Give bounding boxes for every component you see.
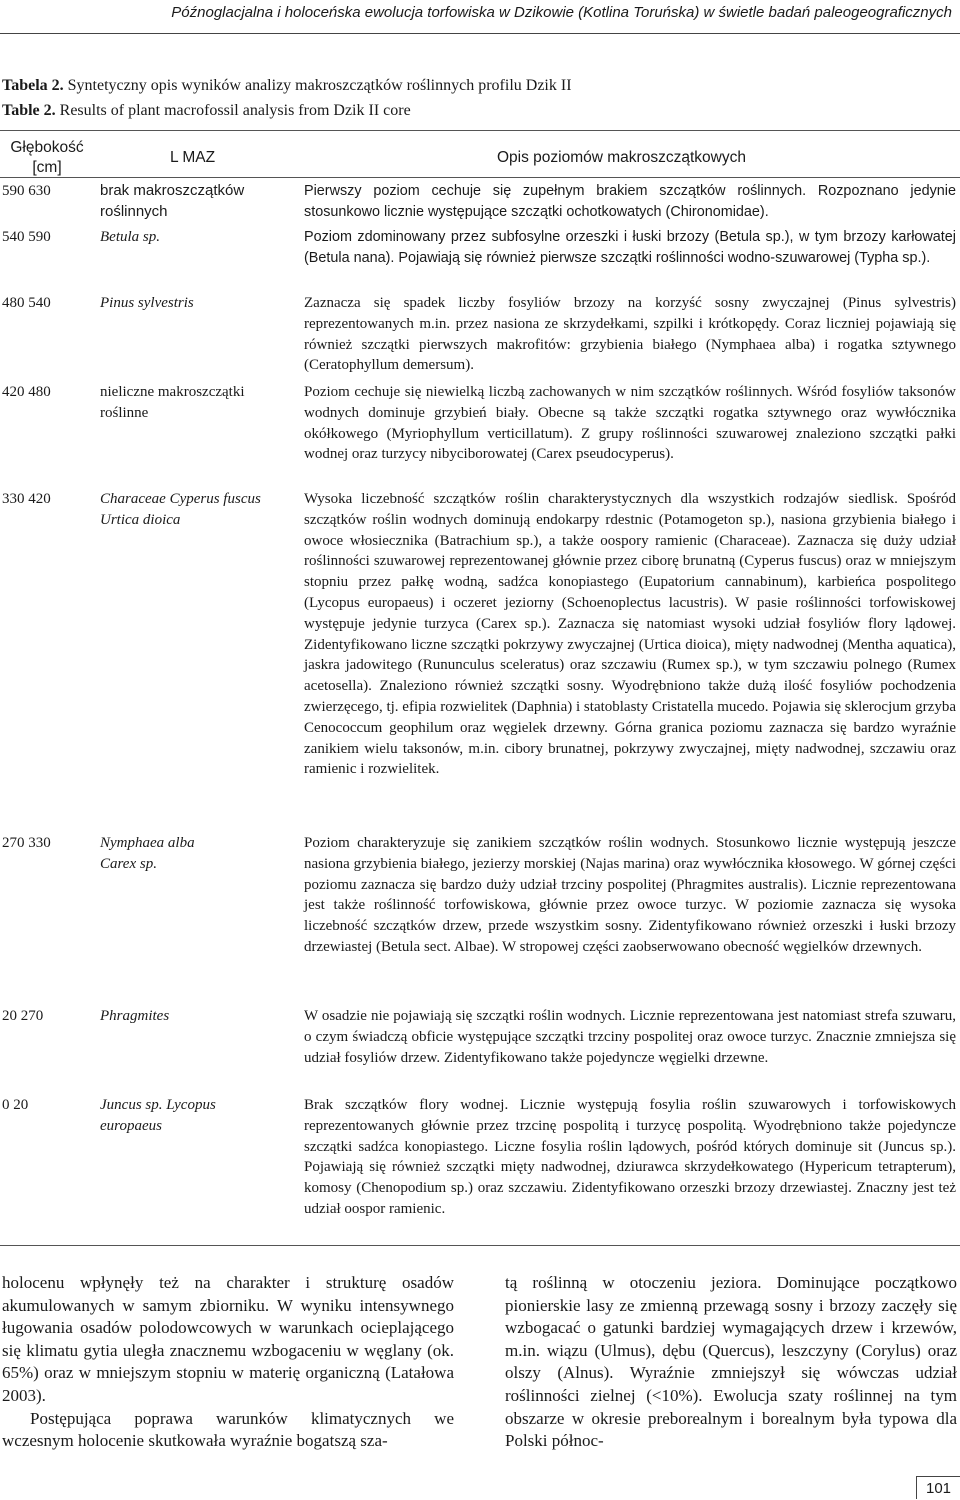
page-number: 101 xyxy=(916,1476,960,1499)
body-left-column xyxy=(2,1272,454,1453)
row-description: Wysoka liczebność szczątków roślin charakterystycznych dla wszystkich rodzajów siedlisk. Spośród szczątków roślin wodnych dominują endokarpy rdestnic (Potamogeton sp.), nasiona grzybienia białego i owoce włosiecznika (Batrachium sp.), a także oospory ramienic (Characeae). Zaznacza się duży udział roślinności szuwarowej reprezentowanej głównie przez ciborę brunatną (Cyperus fuscus) oraz w mniejszym stopniu przez pałkę wodną, sadźca konopiastego (Eupatorium cannabinum), karbieńca pospolitego (Lycopus europaeus) i oczeret jeziorny (Schoenoplectus lacustris). W pasie roślinności torfowiskowej występuje jedynie turzyca (Carex sp.). Zaznacza się natomiast wysoki udział fosyliów flory lądowej. Zidentyfikowano liczne szczątki pokrzywy zwyczajnej (Urtica dioica), mięty nadwodnej (Mentha aquatica), jaskra jadowitego (Rununculus sceleratus) oraz szczawiu (Rumex sp.), w tym szczawiu polnego (Rumex acetosella). Znaleziono również szczątki sosny. Wyodrębniono także dużą ilość fosyliów pochodzenia zwierzęcego, tj. efipia rozwielitek (Daphnia) i statoblasty Cristatella mucedo. Pojawia się sklerocjum grzyba Cenococcum geophilum oraz węgielek drzewny. Górna granica poziomu zaznacza się bardzo wyraźnie zanikiem wielu taksonów, m.in. cibory brunatnej, pokrzywy zwyczajnej, mięty nadwodnej, szczawiu oraz ramienic i rozwielitek. xyxy=(304,491,956,778)
body-right-column xyxy=(505,1272,957,1453)
row-depth: 540 590 xyxy=(2,229,51,245)
row-depth: 420 480 xyxy=(2,384,51,400)
header-depth xyxy=(2,138,92,178)
row-description: Poziom charakteryzuje się zanikiem szczątków roślin wodnych. Stosunkowo licznie występują jeszcze nasiona grzybienia białego, jezierzy morskiej (Najas marina) oraz wywłócznika kłosowego. W górnej części poziomu zaznacza się bardzo duży udział trzciny pospolitej (Phragmites australis). Licznie reprezentowana jest także roślinność torfowiskowa, głównie przez owoce turzyc. W poziomie zaznacza się wysoka liczebność szczątków drzew, przede wszystkim sosny. Zidentyfikowano również orzeszki i łuski brzozy drzewiastej (Betula sect. Albae). W stropowej części zaobserwowano obecność węgielków drzewnych. xyxy=(304,835,956,955)
header-lmaz: L MAZ xyxy=(170,149,216,166)
row-lmaz: nieliczne makroszczątki roślinne xyxy=(100,384,245,421)
running-header: Późnoglacjalna i holoceńska ewolucja torfowiska w Dzikowie (Kotlina Toruńska) w świetle badań paleogeograficznych xyxy=(0,0,960,34)
row-lmaz: Characeae Cyperus fuscus Urtica dioica xyxy=(100,491,261,528)
header-description: Opis poziomów makroszczątkowych xyxy=(497,149,746,166)
row-description: Poziom cechuje się niewielką liczbą zachowanych w nim szczątków roślinnych. Wśród fosyliów taksonów wodnych dominuje grzybień biały. Obecne są także szczątki rogatka sztywnego oraz wywłócznika okółkowego (Myriophyllum verticillatum). Z grupy roślinności szuwarowej znaleziono szczątki pałki wodnej oraz turzycy nibyciborowatej (Carex pseudocyperus). xyxy=(304,384,956,463)
body-paragraph: tą roślinną w otoczeniu jeziora. Dominujące początkowo pionierskie lasy ze zmienną przewagą sosny i brzozy zaczęły się wzbogacać o gatunki bardziej wymagających drzew i krzewów, m.in. wiązu (Ulmus), dębu (Quercus), leszczyny (Corylus) oraz olszy (Alnus). Wyraźnie zmniejszył się wówczas udział roślinności zielnej (<10%). Ewolucja szaty roślinnej na tym obszarze w okresie preborealnym i borealnym była typowa dla Polski północ- xyxy=(505,1273,957,1451)
row-lmaz: Nymphaea alba Carex sp. xyxy=(100,835,195,872)
row-description: W osadzie nie pojawiają się szczątki roślin wodnych. Licznie reprezentowana jest natomiast strefa szuwaru, o czym świadczą obficie występujące szczątki trzciny pospolitej oraz owoce turzyc. Znacznie zmniejsza się udział fosyliów drzew. Zidentyfikowano także pojedyncze węgielki drzewne. xyxy=(304,1008,956,1066)
body-paragraph: holocenu wpłynęły też na charakter i strukturę osadów akumulowanych w samym zbiorniku. W wyniku intensywnego ługowania osadów polodowcowych w warunkach ocieplającego się klimatu gytia uległa znacznemu wzbogaceniu w węglany (ok. 65%) oraz w mniejszym stopniu w materię organiczną (Latałowa 2003). xyxy=(2,1273,454,1405)
header-depth-label: Głębokość xyxy=(10,139,84,156)
caption-text: Syntetyczny opis wyników analizy makroszczątków roślinnych profilu Dzik II xyxy=(63,77,572,94)
row-lmaz: Juncus sp. Lycopus europaeus xyxy=(100,1097,216,1134)
row-description: Brak szczątków flory wodnej. Licznie występują fosylia roślin szuwarowych i torfowiskowych reprezentowanych głównie przez trzcinę pospolitą i turzycę pospolitą. Wyodrębniono także pojedyncze szczątki sadźca konopiastego. Liczne fosylia roślin lądowych, pośród których dominuje sit (Juncus sp.). Pojawiają się również szczątki mięty nadwodnej, dziurawca skrzydełkowatego (Hypericum tetrapterum), komosy (Chenopodium sp.) oraz szczawiu. Zidentyfikowano orzeszki brzozy drzewiastej. Znaczny jest też udział oospor ramienic. xyxy=(304,1097,956,1217)
table-bottom-rule xyxy=(0,1245,960,1246)
table-top-rule xyxy=(0,130,960,131)
row-depth: 270 330 xyxy=(2,835,51,851)
row-depth: 590 630 xyxy=(2,183,51,199)
row-depth: 20 270 xyxy=(2,1008,44,1024)
row-lmaz: Phragmites xyxy=(100,1008,170,1024)
table-caption-en xyxy=(2,101,411,121)
caption-text: Results of plant macrofossil analysis from Dzik II core xyxy=(55,102,411,119)
caption-label: Table 2. xyxy=(2,102,56,119)
row-depth: 480 540 xyxy=(2,295,51,311)
row-depth: 330 420 xyxy=(2,491,51,507)
body-paragraph: Postępująca poprawa warunków klimatycznych we wczesnym holocenie skutkowała wyraźnie bogatszą sza- xyxy=(2,1408,454,1451)
caption-label: Tabela 2. xyxy=(2,77,64,94)
row-depth: 0 20 xyxy=(2,1097,29,1113)
header-depth-unit: [cm] xyxy=(32,159,62,176)
table-header-rule xyxy=(0,177,960,178)
row-lmaz: Betula sp. xyxy=(100,229,160,245)
row-lmaz: brak makroszczątków roślinnych xyxy=(100,182,245,220)
table-caption-pl xyxy=(2,76,572,96)
row-lmaz: Pinus sylvestris xyxy=(100,295,194,311)
row-description: Poziom zdominowany przez subfosylne orzeszki i łuski brzozy (Betula sp.), w tym brzozy karłowatej (Betula nana). Pojawiają się również pierwsze szczątki roślinności wodno-szuwarowej (Typha sp.). xyxy=(304,229,956,266)
row-description: Pierwszy poziom cechuje się zupełnym brakiem szczątków roślinnych. Rozpoznano jedynie stosunkowo licznie występujące szczątki ochotkowatych (Chironomidae). xyxy=(304,183,956,220)
row-description: Zaznacza się spadek liczby fosyliów brzozy na korzyść sosny zwyczajnej (Pinus sylvestris) reprezentowanych m.in. przez nasiona ze skrzydełkami, szpilki i krótkopędy. Coraz liczniej pojawiają się również szczątki pierwszych makrofitów: grzybienia białego (Nymphaea alba) i rogatka sztywnego (Ceratophyllum demersum). xyxy=(304,295,956,374)
